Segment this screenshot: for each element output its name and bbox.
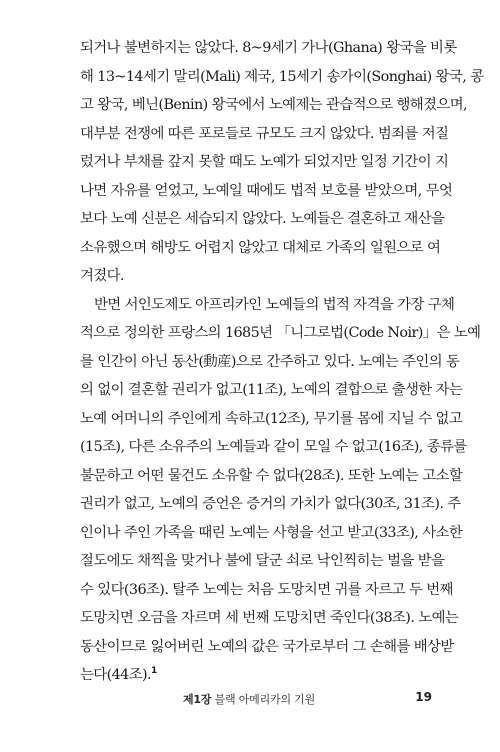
text-line: 를 인간이 아닌 동산(動産)으로 간주하고 있다. 노예는 주인의 동 bbox=[80, 353, 460, 370]
text-line-content: 는다(44조). bbox=[80, 667, 152, 683]
footnote-marker[interactable]: 1 bbox=[151, 666, 158, 677]
text-line: 권리가 없고, 노예의 증언은 증거의 가치가 없다(30조, 31조). 주 bbox=[80, 496, 461, 512]
text-line: 적으로 정의한 프랑스의 1685년 「니그로법(Code Noir)」은 노예 bbox=[80, 325, 481, 341]
text-line: 의 없이 결혼할 권리가 없고(11조), 노예의 결합으로 출생한 자는 bbox=[80, 382, 463, 398]
text-line: 대부분 전쟁에 따른 포로들로 규모도 크지 않았다. 범죄를 저질 bbox=[80, 125, 449, 142]
running-footer bbox=[183, 691, 315, 707]
chapter-label: 제1장 bbox=[183, 693, 212, 706]
page-footer bbox=[80, 691, 432, 709]
chapter-title: 블랙 아메리카의 기원 bbox=[214, 693, 316, 706]
text-line: 렀거나 부채를 갚지 못할 때도 노예가 되었지만 일정 기간이 지 bbox=[80, 154, 449, 170]
text-line: 동산이므로 잃어버린 노예의 값은 국가로부터 그 손해를 배상받 bbox=[80, 638, 454, 655]
text-line: 인이나 주인 가족을 때린 노예는 사형을 선고 받고(33조), 사소한 bbox=[80, 524, 463, 541]
text-line: 도망치면 오금을 자르며 세 번째 도망치면 죽인다(38조). 노예는 bbox=[80, 610, 459, 626]
body-text bbox=[80, 34, 484, 690]
page-number: 19 bbox=[415, 690, 432, 704]
text-line: 되거나 불변하지는 않았다. 8~9세기 가나(Ghana) 왕국을 비롯 bbox=[80, 40, 457, 56]
text-line: 나면 자유를 얻었고, 노예일 때에도 법적 보호를 받았으며, 무엇 bbox=[80, 182, 453, 199]
text-line: 반면 서인도제도 아프리카인 노예들의 법적 자격을 가장 구체 bbox=[94, 296, 455, 313]
text-line: 해 13~14세기 말리(Mali) 제국, 15세기 송가이(Songhai) 왕국, 콩 bbox=[80, 68, 484, 85]
text-line: 절도에도 채찍을 맞거나 불에 달군 쇠로 낙인찍히는 벌을 받을 bbox=[80, 553, 445, 569]
text-line: 겨졌다. bbox=[80, 268, 124, 284]
paragraph-2 bbox=[80, 291, 481, 690]
paragraph-1 bbox=[80, 34, 484, 291]
text-line: 불문하고 어떤 물건도 소유할 수 없다(28조). 또한 노예는 고소할 bbox=[80, 467, 463, 484]
text-line: 수 있다(36조). 탈주 노예는 처음 도망치면 귀를 자르고 두 번째 bbox=[80, 581, 453, 598]
text-line: 고 왕국, 베닌(Benin) 왕국에서 노예제는 관습적으로 행해졌으며, bbox=[80, 97, 467, 113]
text-line: 보다 노예 신분은 세습되지 않았다. 노예들은 결혼하고 재산을 bbox=[80, 211, 445, 227]
text-line: (15조), 다른 소유주의 노예들과 같이 모일 수 없고(16조), 종류를 bbox=[80, 439, 467, 455]
text-line-last bbox=[80, 661, 429, 690]
text-line: 소유했으며 해방도 어렵지 않았고 대체로 가족의 일원으로 여 bbox=[80, 239, 441, 256]
text-line: 노예 어머니의 주인에게 속하고(12조), 무기를 몸에 지닐 수 없고 bbox=[80, 410, 463, 427]
